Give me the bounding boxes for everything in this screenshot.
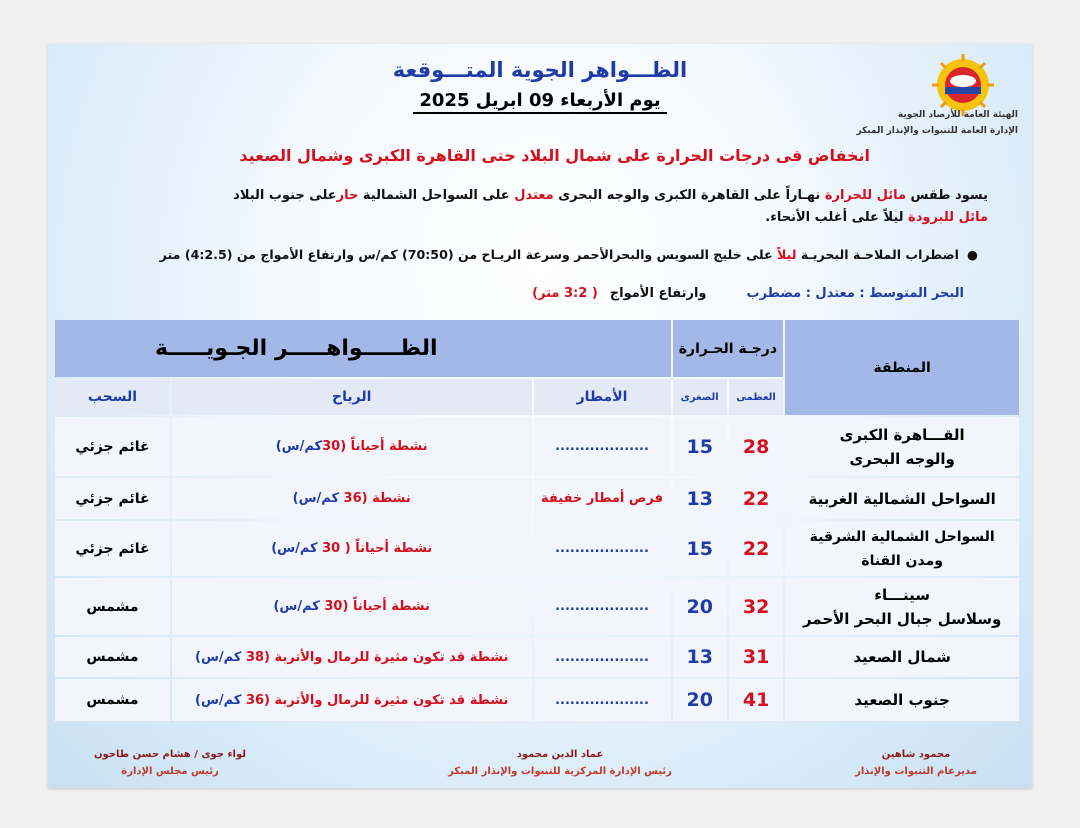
- wind-cell: نشطة قد تكون مثيرة للرمال والأتربة (36 كم/س): [172, 679, 532, 721]
- min-temp: 20: [673, 578, 727, 635]
- region-cell: القـــاهرة الكبرى والوجه البحرى: [785, 417, 1019, 476]
- signature-director: محمود شاهين مديرعام التنبوات والإنذار: [855, 749, 977, 777]
- forecast-sheet: [48, 44, 1032, 788]
- wind-cell: نشطة أحياناً (30كم/س): [172, 417, 532, 476]
- min-temp: 13: [673, 637, 727, 677]
- marine-warning: ●اضطراب الملاحـة البحريـة ليلاً على خليج السويس والبحرالأحمر وسرعة الريـاح من (70:50) كم/س وارتفاع الأمواج من (4:2.5) متر: [48, 245, 978, 265]
- table-row: [55, 521, 1019, 576]
- rain-cell: ...................: [534, 679, 671, 721]
- rain-cell: فرص أمطار خفيفة: [534, 478, 671, 519]
- table-row: [55, 578, 1019, 635]
- forecast-date: يوم الأربعاء 09 ابريل 2025: [48, 90, 1032, 111]
- max-temp: 22: [729, 478, 783, 519]
- mediterranean-status: البحر المتوسط : معتدل : مضطربوارتفاع الأمواج( 3:2 متر): [532, 286, 964, 301]
- rain-cell: ...................: [534, 417, 671, 476]
- summary-line-1: يسود طقس مائل للحرارة نهـاراً على القاهرة الكبرى والوجه البحرى معتدل على السواحل الشمالية حارعلى جنوب البلاد: [233, 188, 988, 203]
- region-cell: جنوب الصعيد: [785, 679, 1019, 721]
- clouds-cell: غائم جزئي: [55, 417, 170, 476]
- clouds-cell: مشمس: [55, 679, 170, 721]
- region-cell: سينـــاء وسلاسل جبال البحر الأحمر: [785, 578, 1019, 635]
- rain-cell: ...................: [534, 578, 671, 635]
- table-row: [55, 417, 1019, 476]
- rain-cell: ...................: [534, 637, 671, 677]
- max-temp: 41: [729, 679, 783, 721]
- max-temp: 22: [729, 521, 783, 576]
- clouds-cell: مشمس: [55, 578, 170, 635]
- min-temp: 15: [673, 521, 727, 576]
- max-temp: 32: [729, 578, 783, 635]
- col-clouds: السحب: [55, 379, 170, 415]
- col-max: العظمى: [729, 379, 783, 415]
- wind-cell: نشطة أحياناً (30 كم/س): [172, 578, 532, 635]
- clouds-cell: غائم جزئي: [55, 521, 170, 576]
- min-temp: 15: [673, 417, 727, 476]
- region-cell: شمال الصعيد: [785, 637, 1019, 677]
- bullet-icon: ●: [967, 247, 978, 262]
- clouds-cell: غائم جزئي: [55, 478, 170, 519]
- region-cell: السواحل الشمالية الشرقية ومدن القناة: [785, 521, 1019, 576]
- org-department: الإدارة العامة للتنبوات والإنذار المبكر: [856, 126, 1018, 136]
- wind-cell: نشطة (36 كم/س): [172, 478, 532, 519]
- summary-line-2: مائل للبرودة ليلاً على أغلب الأنحاء.: [765, 210, 988, 225]
- min-temp: 20: [673, 679, 727, 721]
- region-cell: السواحل الشمالية الغربية: [785, 478, 1019, 519]
- forecast-table: [53, 318, 1021, 723]
- col-min: الصغرى: [673, 379, 727, 415]
- org-name: الهيئة العامة للأرصاد الجوية: [897, 110, 1018, 120]
- table-row: [55, 679, 1019, 721]
- signature-chairman: لواء جوى / هشام حسن طاحون رئيس مجلس الإدارة: [93, 749, 247, 777]
- header-region: المنطقة: [785, 320, 1019, 415]
- page-title: الظـــواهر الجوية المتـــوقعة: [392, 58, 688, 82]
- header-temperature: درجـة الحـرارة: [673, 320, 784, 377]
- clouds-cell: مشمس: [55, 637, 170, 677]
- wind-cell: نشطة قد تكون مثيرة للرمال والأتربة (38 كم/س): [172, 637, 532, 677]
- table-row: [55, 637, 1019, 677]
- min-temp: 13: [673, 478, 727, 519]
- col-wind: الرياح: [172, 379, 532, 415]
- col-rain: الأمطار: [534, 379, 671, 415]
- max-temp: 31: [729, 637, 783, 677]
- headline: انخفاض فى درجات الحرارة على شمال البلاد حتى القاهرة الكبرى وشمال الصعيد: [239, 146, 870, 165]
- table-row: [55, 478, 1019, 519]
- max-temp: 28: [729, 417, 783, 476]
- wind-cell: نشطة أحياناً ( 30 كم/س): [172, 521, 532, 576]
- signature-central-head: عماد الدين محمود رئيس الإدارة المركزية للتنبوات والإنذار المبكر: [448, 749, 672, 777]
- header-phenomena: الظـــــواهـــــر الجـويـــــة: [55, 320, 671, 377]
- rain-cell: ...................: [534, 521, 671, 576]
